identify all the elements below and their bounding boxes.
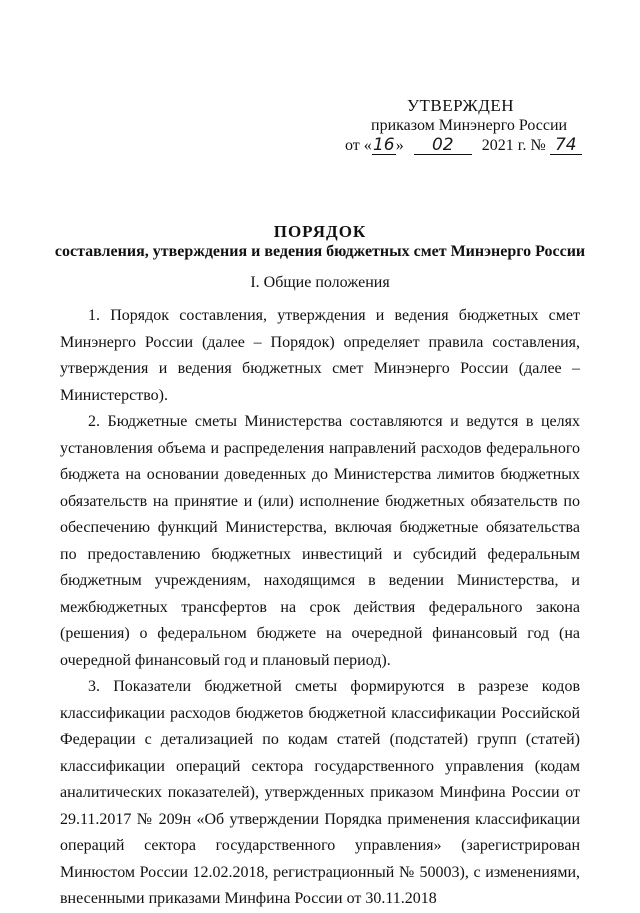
date-year: 2021 г. №: [481, 137, 546, 154]
document-title-block: [40, 222, 600, 262]
approval-title: УТВЕРЖДЕН: [407, 96, 514, 115]
approval-order: приказом Минэнерго России: [371, 117, 568, 134]
paragraph-3: 3. Показатели бюджетной сметы формируются в разрезе кодов классификации расходов бюджетов бюджетной классификации Российской Федерации с детализацией по кодам статей (подстатей) групп (статей) классификации операций сектора государственного управления (кодам аналитических показателей), утвержденных приказом Минфина России от 29.11.2017 № 209н «Об утверждении Порядка применения классификации операций сектора государственного управления» (зарегистрирован Минюстом России 12.02.2018, регистрационный № 50003), с изменениями, внесенными приказами Минфина России от 30.11.2018: [60, 678, 580, 907]
paragraph-1: 1. Порядок составления, утверждения и ведения бюджетных смет Минэнерго России (далее – Порядок) определяет правила составления, утверждения и ведения бюджетных смет Минэнерго России (далее – Министерство).: [60, 307, 580, 404]
handwritten-order-number: 74: [550, 136, 582, 155]
date-prefix: от «: [345, 137, 372, 154]
document-body: [60, 303, 608, 913]
document-title: ПОРЯДОК: [273, 222, 367, 241]
date-day-suffix: »: [395, 137, 404, 154]
approval-date-line: [345, 136, 585, 156]
document-subtitle: составления, утверждения и ведения бюджетных смет Минэнерго России: [54, 243, 586, 260]
approval-stamp: [345, 96, 585, 156]
handwritten-day: 16: [372, 135, 395, 155]
handwritten-month: 02: [414, 136, 472, 155]
paragraph-2: 2. Бюджетные сметы Министерства составляются и ведутся в целях установления объема и распределения направлений расходов федерального бюджета на основании доведенных до Министерства лимитов бюджетных обязательств на принятие и (или) исполнение бюджетных обязательств по обеспечению функций Министерства, включая бюджетные обязательства по предоставлению бюджетных инвестиций и субсидий федеральным бюджетным учреждениям, находящимся в ведении Министерства, и межбюджетных трансфертов на срок действия федерального закона (решения) о федеральном бюджете на очередной финансовый год (на очередной финансовый год и плановый период).: [60, 413, 580, 669]
section-heading: I. Общие положения: [250, 274, 390, 291]
